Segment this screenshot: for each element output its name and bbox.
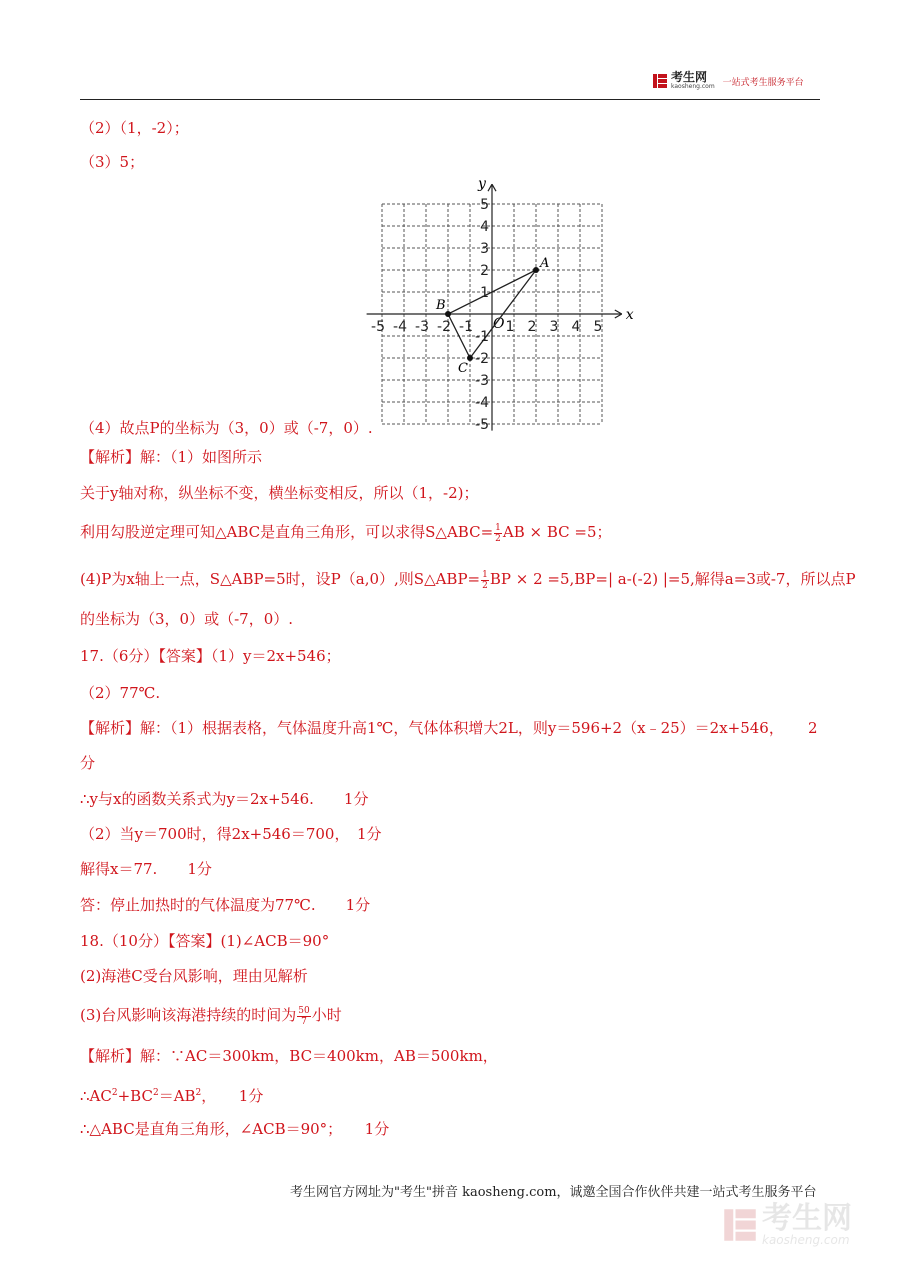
- graph-axes: [367, 176, 634, 430]
- y-tick-label: -5: [475, 417, 489, 433]
- superscript-2: 2: [111, 1088, 118, 1098]
- analysis-intro: 解：（1）如图所示: [140, 448, 263, 466]
- coordinate-graph: [340, 170, 640, 438]
- q17-answer-2: （2）77℃.: [80, 684, 161, 702]
- q17-solution-text: 解：（1）根据表格，气体温度升高1℃，气体体积增大2L，则y＝596+2（x﹣25）＝2x+546，: [140, 719, 784, 737]
- y-tick-label: 5: [480, 197, 489, 213]
- q17-answer-line: [80, 646, 341, 666]
- analysis-label: 【解析】: [80, 448, 141, 466]
- point-b: [445, 311, 451, 317]
- part4-text-1: (4)P为x轴上一点，S△ABP=5时，设P（a,0）,则S△ABP=: [80, 570, 481, 588]
- point-label-a: A: [540, 256, 550, 271]
- fraction-one-half: [481, 570, 489, 591]
- x-tick-label: 2: [527, 319, 537, 335]
- x-tick-label: -2: [437, 319, 451, 335]
- q18-solution-2: [80, 1083, 263, 1106]
- point-a: [533, 267, 539, 273]
- logo-name: 考生网: [671, 70, 708, 84]
- header-logo: [652, 72, 804, 90]
- footer-text: 考生网官方网址为"考生"拼音 kaosheng.com，诚邀全国合作伙伴共建一站式考生服务平台: [290, 1185, 817, 1200]
- q16-answer-2: （2）（1，-2）；: [80, 119, 189, 137]
- x-tick-label: 3: [549, 319, 559, 335]
- watermark-logo-icon: [722, 1207, 758, 1243]
- analysis-label: 【解析】: [80, 719, 141, 737]
- y-tick-label: -3: [475, 373, 489, 389]
- pythagoras-text-2: AB × BC =5；: [502, 523, 612, 541]
- watermark-name: 考生网: [762, 1201, 852, 1236]
- part4-line-cont: 的坐标为（3，0）或（-7，0）.: [80, 610, 294, 628]
- symmetry-line: 关于y轴对称，纵坐标不变，横坐标变相反，所以（1，-2)；: [80, 484, 479, 502]
- watermark-text: [762, 1201, 852, 1247]
- x-axis-label: x: [625, 307, 634, 323]
- q17-solution-4: 解得x＝77. 1分: [80, 860, 212, 878]
- q18-sol2-a: ∴AC: [80, 1087, 112, 1105]
- analysis-label: 【解析】: [80, 1047, 141, 1065]
- q16-answer-3: （3）5；: [80, 153, 145, 171]
- header-slogan: 一站式考生服务平台: [722, 77, 804, 88]
- q17-solution-1: [80, 718, 784, 738]
- fraction-numerator: 50: [298, 1005, 310, 1016]
- graph-tick-labels: [371, 197, 602, 433]
- y-tick-label: -4: [475, 395, 489, 411]
- q18-answer-3-text: (3)台风影响该海港持续的时间为: [80, 1006, 297, 1024]
- q18-answer-line: [80, 931, 329, 951]
- superscript-2: 2: [195, 1088, 202, 1098]
- fraction-denominator: 2: [482, 580, 488, 591]
- q18-solution-1: [80, 1046, 498, 1066]
- x-tick-label: -4: [393, 319, 407, 335]
- x-tick-label: -5: [371, 319, 385, 335]
- y-tick-label: 2: [480, 263, 489, 279]
- fraction-numerator: 1: [495, 522, 501, 533]
- q16-analysis-line: [80, 447, 262, 467]
- origin-label: O: [493, 316, 505, 332]
- q18-sol2-c: ＝AB: [158, 1087, 196, 1105]
- x-tick-label: 1: [505, 319, 515, 335]
- fraction-fifty-sevenths: [297, 1006, 310, 1027]
- q18-answer-3-unit: 小时: [311, 1006, 342, 1024]
- x-tick-label: 5: [593, 319, 603, 335]
- x-tick-label: -3: [415, 319, 429, 335]
- kaosheng-logo-icon: [652, 73, 668, 89]
- point-label-c: C: [458, 361, 468, 376]
- superscript-2: 2: [152, 1088, 159, 1098]
- y-tick-label: -2: [475, 351, 489, 367]
- fraction-one-half: [494, 523, 502, 544]
- q18-answer-1: (1)∠ACB＝90°: [220, 932, 330, 950]
- y-tick-label: 4: [480, 219, 489, 235]
- fraction-denominator: 7: [301, 1016, 307, 1027]
- header-divider: [80, 99, 820, 100]
- q18-solution-3: ∴△ABC是直角三角形，∠ACB＝90°； 1分: [80, 1120, 390, 1138]
- q17-solution-3: （2）当y＝700时，得2x+546＝700， 1分: [80, 825, 382, 843]
- x-tick-label: 4: [571, 319, 581, 335]
- y-axis-label: y: [478, 176, 486, 193]
- y-tick-label: -1: [475, 329, 489, 345]
- score-2-unit: 分: [80, 754, 96, 772]
- q17-heading: 17.（6分）: [80, 647, 159, 665]
- x-tick-label: -1: [459, 319, 473, 335]
- q18-sol2-d: ， 1分: [201, 1087, 264, 1105]
- pythagoras-text-1: 利用勾股逆定理可知△ABC是直角三角形，可以求得S△ABC=: [80, 523, 494, 541]
- logo-url: kaosheng.com: [671, 83, 715, 90]
- q18-solution-text: 解：∵AC＝300km，BC＝400km，AB＝500km，: [140, 1047, 498, 1065]
- fraction-numerator: 1: [482, 569, 488, 580]
- y-tick-label: 3: [480, 241, 489, 257]
- pythagoras-line: [80, 522, 612, 544]
- q17-solution-5: 答：停止加热时的气体温度为77℃. 1分: [80, 896, 371, 914]
- q17-answer-1: （1）y＝2x+546；: [210, 647, 341, 665]
- logo-text: [671, 72, 715, 90]
- answer-label: 【答案】: [167, 932, 221, 950]
- q18-answer-3: [80, 1005, 342, 1027]
- score-2: 2: [808, 719, 818, 737]
- fraction-denominator: 2: [495, 533, 501, 544]
- q18-heading: 18.（10分）: [80, 932, 168, 950]
- q18-sol2-b: +BC: [117, 1087, 153, 1105]
- q18-answer-2: (2)海港C受台风影响，理由见解析: [80, 967, 308, 985]
- y-tick-label: 1: [480, 285, 489, 301]
- q16-answer-4: （4）故点P的坐标为（3，0）或（-7，0）.: [80, 419, 373, 437]
- watermark: [722, 1201, 852, 1247]
- part4-line: [80, 569, 856, 591]
- part4-text-2: BP × 2 =5,BP=| a-(-2) |=5,解得a=3或-7，所以点P: [489, 570, 856, 588]
- point-label-b: B: [436, 298, 446, 313]
- q17-solution-2: ∴y与x的函数关系式为y＝2x+546. 1分: [80, 790, 369, 808]
- answer-label: 【答案】: [158, 647, 211, 665]
- watermark-url: kaosheng.com: [762, 1233, 850, 1247]
